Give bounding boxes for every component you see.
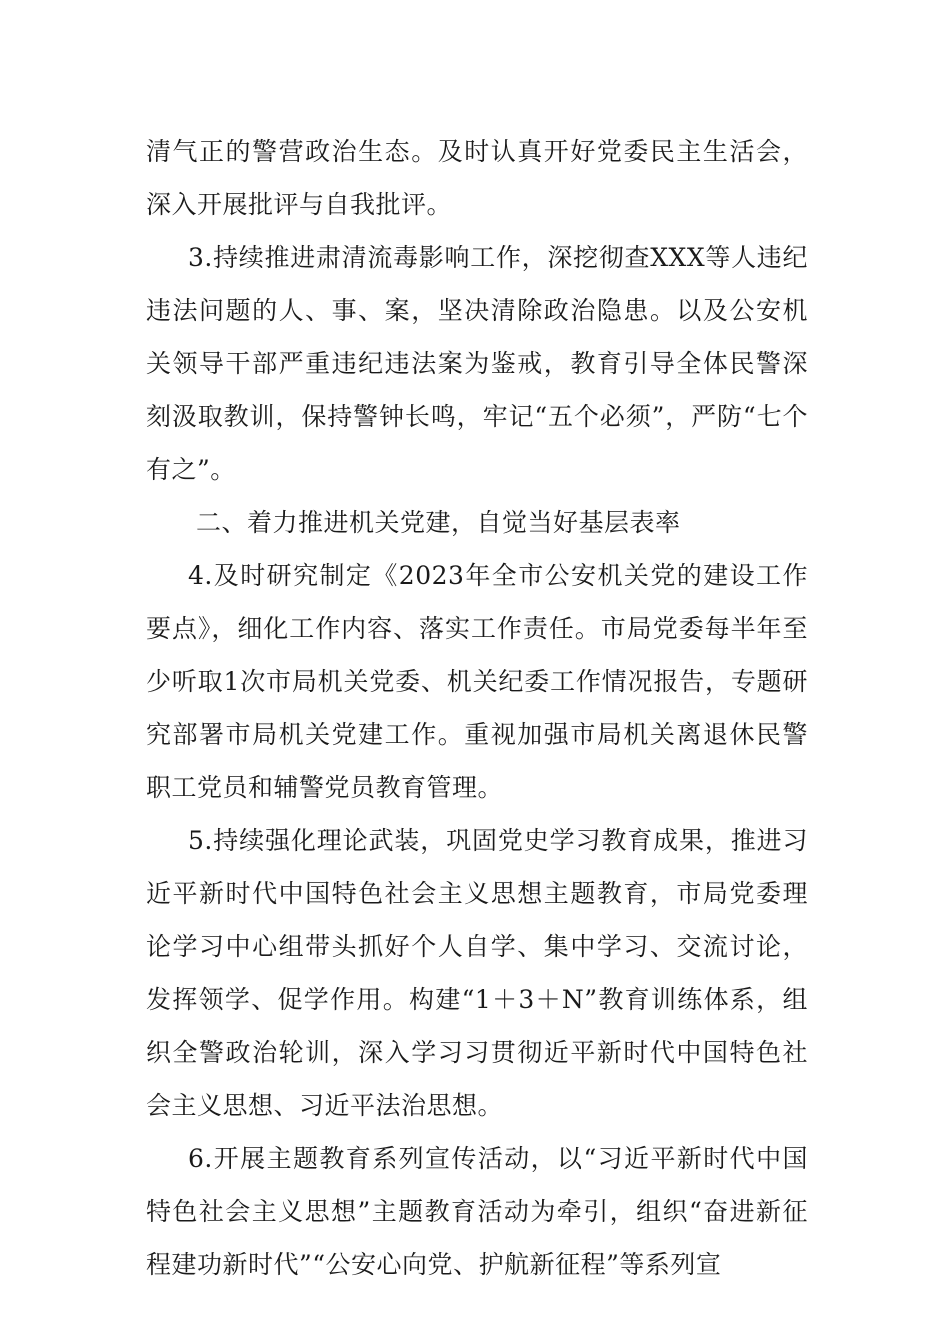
paragraph-item-6: 6.开展主题教育系列宣传活动，以“习近平新时代中国特色社会主义思想”主题教育活动为牵引，组织“奋进新征程建功新时代”“公安心向党、护航新征程”等系列宣 xyxy=(146,1144,808,1279)
document-body xyxy=(146,125,808,1291)
paragraph-item-3: 3.持续推进肃清流毒影响工作，深挖彻查XXX等人违纪违法问题的人、事、案，坚决清除政治隐患。以及公安机关领导干部严重违纪违法案为鉴戒，教育引导全体民警深刻汲取教训，保持警钟长鸣，牢记“五个必须”，严防“七个有之”。 xyxy=(146,243,808,484)
paragraph-item-5: 5.持续强化理论武装，巩固党史学习教育成果，推进习近平新时代中国特色社会主义思想主题教育，市局党委理论学习中心组带头抓好个人自学、集中学习、交流讨论，发挥领学、促学作用。构建“1＋3＋N”教育训练体系，组织全警政治轮训，深入学习习贯彻近平新时代中国特色社会主义思想、习近平法治思想。 xyxy=(146,826,808,1120)
section-heading-2: 二、着力推进机关党建，自觉当好基层表率 xyxy=(196,508,681,537)
paragraph-item-4: 4.及时研究制定《2023年全市公安机关党的建设工作要点》，细化工作内容、落实工作责任。市局党委每半年至少听取1次市局机关党委、机关纪委工作情况报告，专题研究部署市局机关党建工作。重视加强市局机关离退休民警职工党员和辅警党员教育管理。 xyxy=(146,561,808,802)
paragraph-continuation: 清气正的警营政治生态。及时认真开好党委民主生活会，深入开展批评与自我批评。 xyxy=(146,137,808,219)
